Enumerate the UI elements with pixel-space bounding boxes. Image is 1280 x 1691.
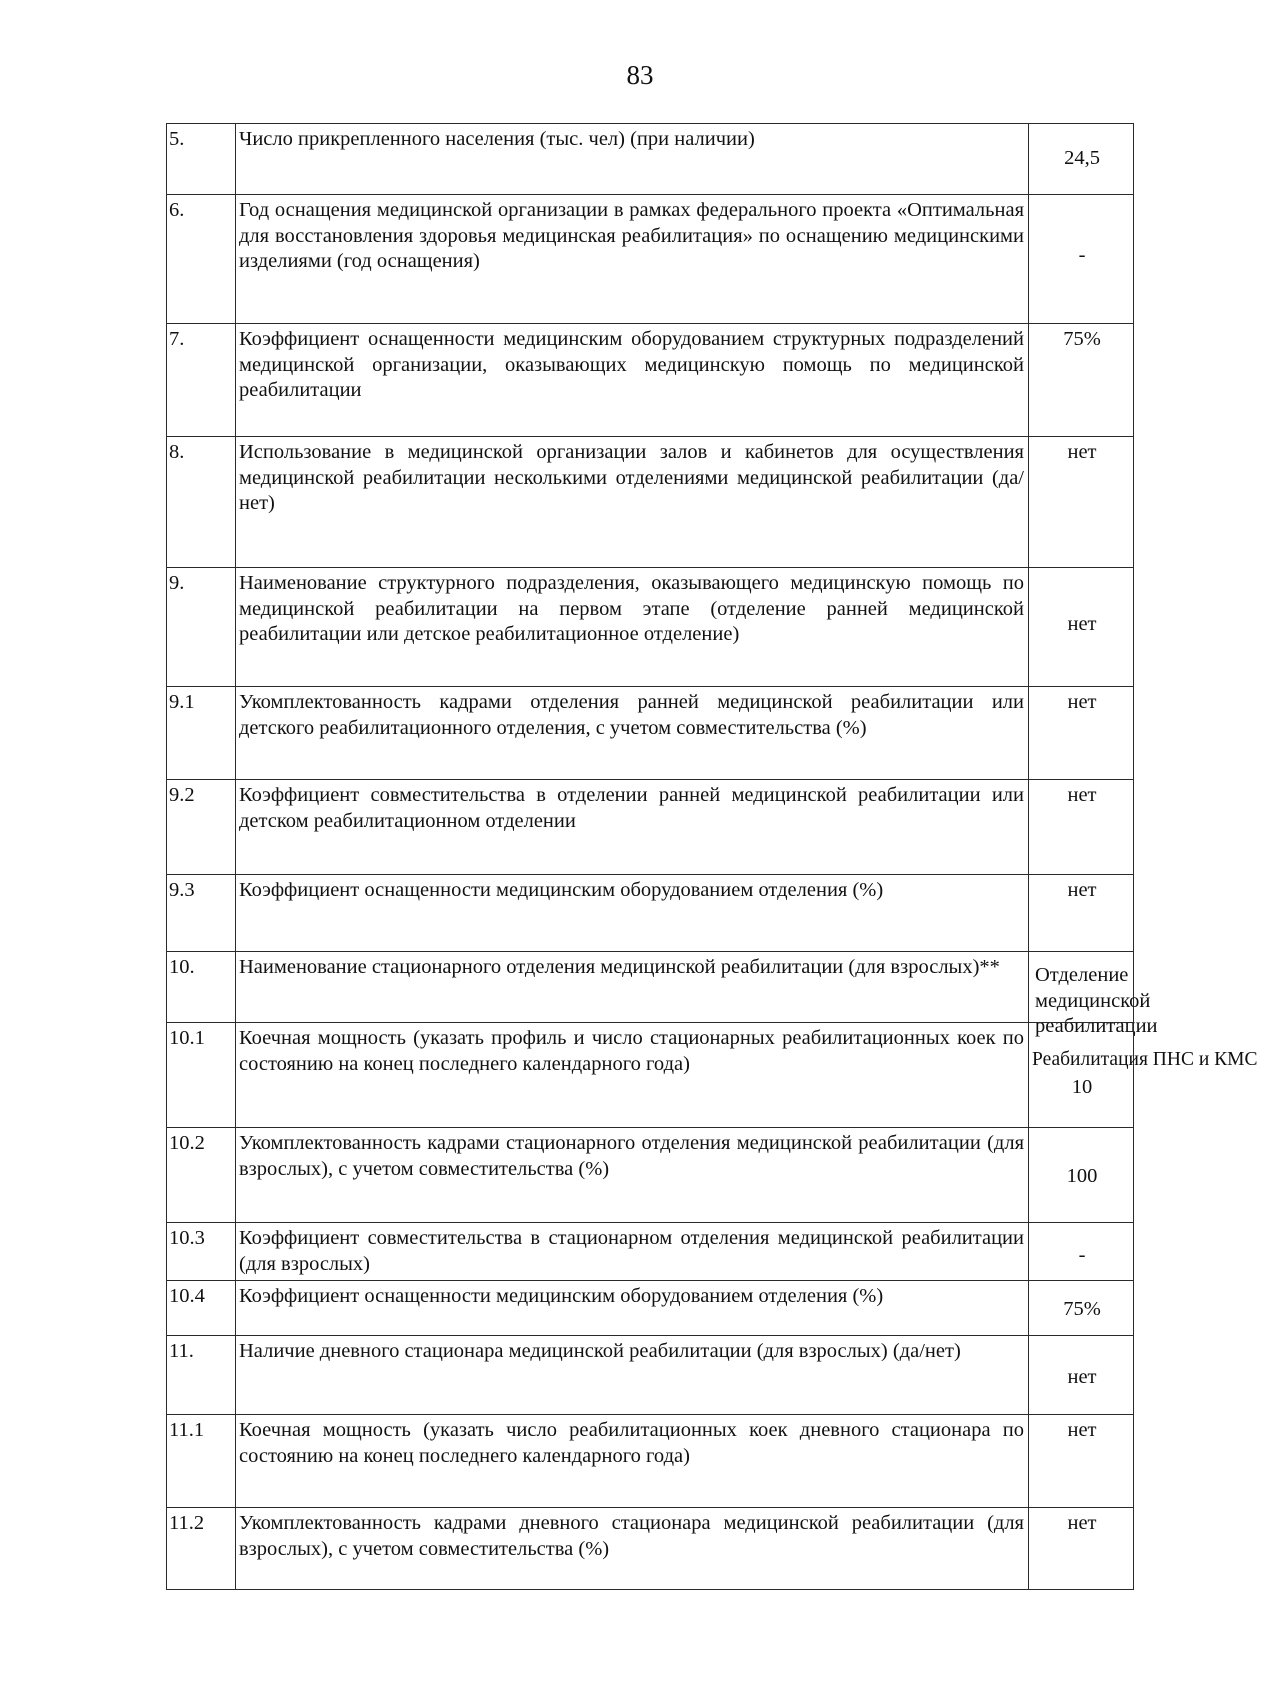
table-row [166, 436, 1134, 568]
table-row [166, 1507, 1134, 1590]
table-row [166, 323, 1134, 437]
row-description: Наличие дневного стационара медицинской реабилитации (для взрослых) (да/нет) [239, 1340, 961, 1362]
row-description: Коэффициент оснащенности медицинским оборудованием структурных подразделений медицинской организации, оказывающих медицинскую помощь по медицинской реабилитации [239, 328, 1024, 401]
row-value: нет [1067, 441, 1097, 463]
row-description: Коэффициент оснащенности медицинским оборудованием отделения (%) [239, 879, 884, 901]
table-row [166, 779, 1134, 875]
row-value: нет [1067, 879, 1097, 901]
row-description: Коэффициент оснащенности медицинским оборудованием отделения (%) [239, 1285, 884, 1307]
row-value: 75% [1063, 328, 1101, 350]
row-description: Укомплектованность кадрами отделения ранней медицинской реабилитации или детского реабилитационного отделения, с учетом совместительства (%) [239, 691, 1024, 739]
row-number: 9. [169, 572, 185, 594]
row-number: 10.4 [169, 1285, 205, 1307]
row-value: нет [1067, 1366, 1097, 1388]
row-value: Отделение медицинской реабилитации [1035, 964, 1158, 1037]
table-row [166, 1335, 1134, 1415]
row-description: Использование в медицинской организации залов и кабинетов для осуществления медицинской реабилитации несколькими отделениями медицинской реабилитации (да/нет) [239, 441, 1024, 514]
table-row [166, 123, 1134, 195]
row-value-secondary: 10 [1071, 1076, 1093, 1098]
row-description: Число прикрепленного населения (тыс. чел) (при наличии) [239, 128, 755, 150]
row-value: нет [1067, 691, 1097, 713]
row-value: - [1078, 1244, 1086, 1266]
row-description: Укомплектованность кадрами дневного стационара медицинской реабилитации (для взрослых), с учетом совместительства (%) [239, 1512, 1024, 1560]
table-row [166, 1222, 1134, 1281]
row-value: 24,5 [1064, 147, 1100, 169]
row-description: Наименование структурного подразделения, оказывающего медицинскую помощь по медицинской реабилитации на первом этапе (отделение ранней медицинской реабилитации или детское реабилитационное отделение) [239, 572, 1024, 645]
row-description: Коечная мощность (указать число реабилитационных коек дневного стационара по состоянию на конец последнего календарного года) [239, 1419, 1024, 1467]
row-number: 10.1 [169, 1027, 205, 1049]
row-description: Укомплектованность кадрами стационарного отделения медицинской реабилитации (для взрослых), с учетом совместительства (%) [239, 1132, 1024, 1180]
row-description: Наименование стационарного отделения медицинской реабилитации (для взрослых)** [239, 956, 1000, 978]
row-value: нет [1067, 1419, 1097, 1441]
row-value: 100 [1066, 1165, 1098, 1187]
row-description: Год оснащения медицинской организации в рамках федерального проекта «Оптимальная для восстановления здоровья медицинская реабилитация» по оснащению медицинскими изделиями (год оснащения) [239, 199, 1024, 272]
row-description: Коэффициент совместительства в отделении ранней медицинской реабилитации или детском реабилитационном отделении [239, 784, 1024, 832]
table-row [166, 194, 1134, 324]
row-number: 10.2 [169, 1132, 205, 1154]
row-value: нет [1067, 1512, 1097, 1534]
row-number: 11.2 [169, 1512, 205, 1534]
row-number: 10.3 [169, 1227, 205, 1249]
data-table [166, 123, 1258, 1589]
table-row [166, 1022, 1258, 1128]
row-number: 6. [169, 199, 185, 221]
row-number: 11.1 [169, 1419, 205, 1441]
table-row [166, 686, 1134, 780]
table-row [166, 567, 1134, 687]
row-value: Реабилитация ПНС и КМС [1032, 1049, 1258, 1070]
row-number: 9.1 [169, 691, 195, 713]
table-row [166, 951, 1158, 1037]
table-row [166, 1414, 1134, 1508]
row-number: 11. [169, 1340, 194, 1362]
row-description: Коэффициент совместительства в стационарном отделения медицинской реабилитации (для взрослых) [239, 1227, 1024, 1275]
row-value: нет [1067, 784, 1097, 806]
row-description: Коечная мощность (указать профиль и число стационарных реабилитационных коек по состоянию на конец последнего календарного года) [239, 1027, 1024, 1075]
row-number: 5. [169, 128, 185, 150]
table-row [166, 1127, 1134, 1223]
row-number: 7. [169, 328, 185, 350]
row-number: 9.2 [169, 784, 195, 806]
row-value: - [1078, 244, 1086, 266]
row-value: нет [1067, 613, 1097, 635]
page-number: 83 [626, 60, 654, 90]
row-number: 8. [169, 441, 185, 463]
row-value: 75% [1063, 1298, 1101, 1320]
table-row [166, 874, 1134, 952]
row-number: 9.3 [169, 879, 195, 901]
row-number: 10. [169, 956, 195, 978]
table-row [166, 1280, 1134, 1336]
